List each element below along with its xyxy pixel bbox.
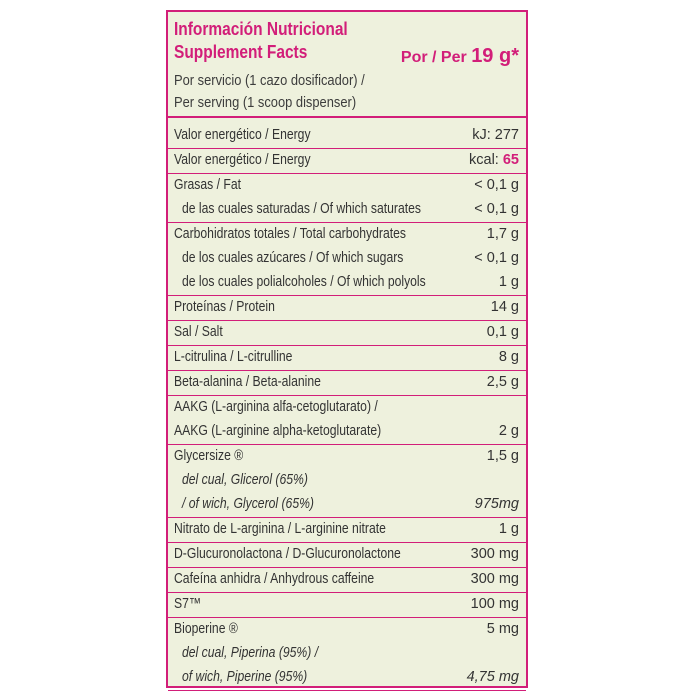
- nutrient-value-text: < 0,1 g: [474, 177, 519, 193]
- table-row: [168, 149, 526, 174]
- row-line: [168, 469, 526, 493]
- row-line: [168, 149, 526, 173]
- nutrient-value: [499, 423, 519, 439]
- row-line: [168, 296, 526, 320]
- table-row: [168, 346, 526, 371]
- nutrient-value-text: 1,7 g: [486, 226, 519, 242]
- nutrient-value-text: 1 g: [498, 521, 519, 537]
- row-line: [168, 321, 526, 345]
- nutrient-value: [469, 152, 519, 168]
- nutrient-value-text: 2,5 g: [486, 374, 519, 390]
- row-line: [168, 174, 526, 198]
- row-line: [168, 593, 526, 617]
- row-line: [168, 198, 526, 222]
- row-line: [168, 445, 526, 469]
- row-line: [168, 346, 526, 370]
- table-row: [168, 124, 526, 149]
- nutrient-value-text: 1 g: [498, 274, 519, 290]
- per-serving-label: [401, 45, 519, 68]
- nutrient-value: [471, 571, 519, 587]
- nutrient-value: [499, 274, 519, 290]
- nutrient-label: Valor energético / Energy: [174, 152, 311, 168]
- nutrient-value: [487, 226, 519, 242]
- nutrient-value-text: 0,1 g: [486, 324, 519, 340]
- row-line: [168, 568, 526, 592]
- row-line: [168, 618, 526, 642]
- nutrient-value: [474, 201, 519, 217]
- nutrient-label: de las cuales saturadas / Of which saturates: [182, 201, 421, 217]
- nutrient-value-text: 14 g: [490, 299, 519, 315]
- row-line: [168, 666, 526, 690]
- nutrient-label: / of wich, Glycerol (65%): [182, 496, 314, 512]
- table-row: [168, 321, 526, 346]
- nutrient-value-text: < 0,1 g: [474, 250, 519, 266]
- nutrient-value: [499, 349, 519, 365]
- table-row: [168, 223, 526, 296]
- nutrient-value-text: 100 mg: [470, 596, 519, 612]
- serving-english: Per serving (1 scoop dispenser): [174, 94, 357, 111]
- row-line: [168, 271, 526, 295]
- nutrient-value-text: 8 g: [498, 349, 519, 365]
- nutrient-value: [487, 374, 519, 390]
- nutrient-label: AAKG (L-arginina alfa-cetoglutarato) /: [174, 399, 378, 415]
- nutrient-value: [474, 250, 519, 266]
- nutrient-label: Beta-alanina / Beta-alanine: [174, 374, 321, 390]
- nutrient-label: S7™: [174, 596, 202, 612]
- table-row: [168, 396, 526, 445]
- nutrient-label: Nitrato de L-arginina / L-arginine nitrate: [174, 521, 386, 537]
- table-row: [168, 371, 526, 396]
- per-amount: 19 g*: [471, 45, 519, 67]
- table-row: [168, 593, 526, 618]
- nutrient-value-text: 300 mg: [470, 546, 519, 562]
- nutrient-value-text: kcal:: [469, 152, 499, 168]
- nutrient-value: [474, 177, 519, 193]
- table-row: [168, 518, 526, 543]
- nutrient-label: L-citrulina / L-citrulline: [174, 349, 293, 365]
- nutrient-label: AAKG (L-arginine alpha-ketoglutarate): [174, 423, 382, 439]
- nutrient-value-text: 975mg: [474, 496, 519, 512]
- nutrient-value: [499, 521, 519, 537]
- nutrient-label: Valor energético / Energy: [174, 127, 311, 143]
- nutrient-label: del cual, Piperina (95%) /: [182, 645, 319, 661]
- nutrient-value: [467, 669, 519, 685]
- nutrient-value: [471, 546, 519, 562]
- nutrient-value: [491, 299, 519, 315]
- row-line: [168, 420, 526, 444]
- nutrient-value: [475, 496, 519, 512]
- nutrient-value-text: kJ: 277: [472, 127, 519, 143]
- row-line: [168, 642, 526, 666]
- table-row: [168, 174, 526, 223]
- nutrient-value: [471, 596, 519, 612]
- table-row: [168, 296, 526, 321]
- nutrient-label: Carbohidratos totales / Total carbohydrates: [174, 226, 407, 242]
- nutrient-value-text: 2 g: [498, 423, 519, 439]
- nutrient-label: of wich, Piperine (95%): [182, 669, 308, 685]
- nutrient-value: [487, 621, 519, 637]
- row-line: [168, 371, 526, 395]
- facts-header: [168, 12, 526, 118]
- serving-spanish: Por servicio (1 cazo dosificador) /: [174, 72, 365, 89]
- nutrient-value-text: 4,75 mg: [466, 669, 519, 685]
- title-spanish: Información Nutricional: [174, 19, 348, 39]
- nutrient-value: [487, 448, 519, 464]
- row-line: [168, 543, 526, 567]
- nutrient-label: Grasas / Fat: [174, 177, 242, 193]
- row-line: [168, 518, 526, 542]
- nutrient-label: del cual, Glicerol (65%): [182, 472, 308, 488]
- nutrient-value-text: < 0,1 g: [474, 201, 519, 217]
- nutrition-facts-panel: [166, 10, 528, 688]
- nutrient-value-text: 1,5 g: [486, 448, 519, 464]
- nutrient-value-text: 300 mg: [470, 571, 519, 587]
- nutrient-value-text: 5 mg: [486, 621, 519, 637]
- row-line: [168, 124, 526, 148]
- table-row: [168, 543, 526, 568]
- nutrient-label: Glycersize ®: [174, 448, 244, 464]
- facts-rows: [168, 124, 526, 691]
- nutrient-value-accent: 65: [502, 152, 519, 168]
- title-english: Supplement Facts: [174, 42, 308, 62]
- nutrient-label: Cafeína anhidra / Anhydrous caffeine: [174, 571, 375, 587]
- row-line: [168, 223, 526, 247]
- nutrient-label: D-Glucuronolactona / D-Glucuronolactone: [174, 546, 401, 562]
- table-row: [168, 568, 526, 593]
- nutrient-label: de los cuales azúcares / Of which sugars: [182, 250, 404, 266]
- per-label-text: Por / Per: [400, 49, 467, 66]
- nutrient-label: Bioperine ®: [174, 621, 238, 637]
- table-row: [168, 445, 526, 518]
- nutrient-value: [472, 127, 519, 143]
- table-row: [168, 618, 526, 691]
- row-line: [168, 493, 526, 517]
- nutrient-label: Sal / Salt: [174, 324, 223, 340]
- row-line: [168, 396, 526, 420]
- row-line: [168, 247, 526, 271]
- nutrient-label: de los cuales polialcoholes / Of which polyols: [182, 274, 426, 290]
- nutrient-value: [487, 324, 519, 340]
- nutrient-label: Proteínas / Protein: [174, 299, 275, 315]
